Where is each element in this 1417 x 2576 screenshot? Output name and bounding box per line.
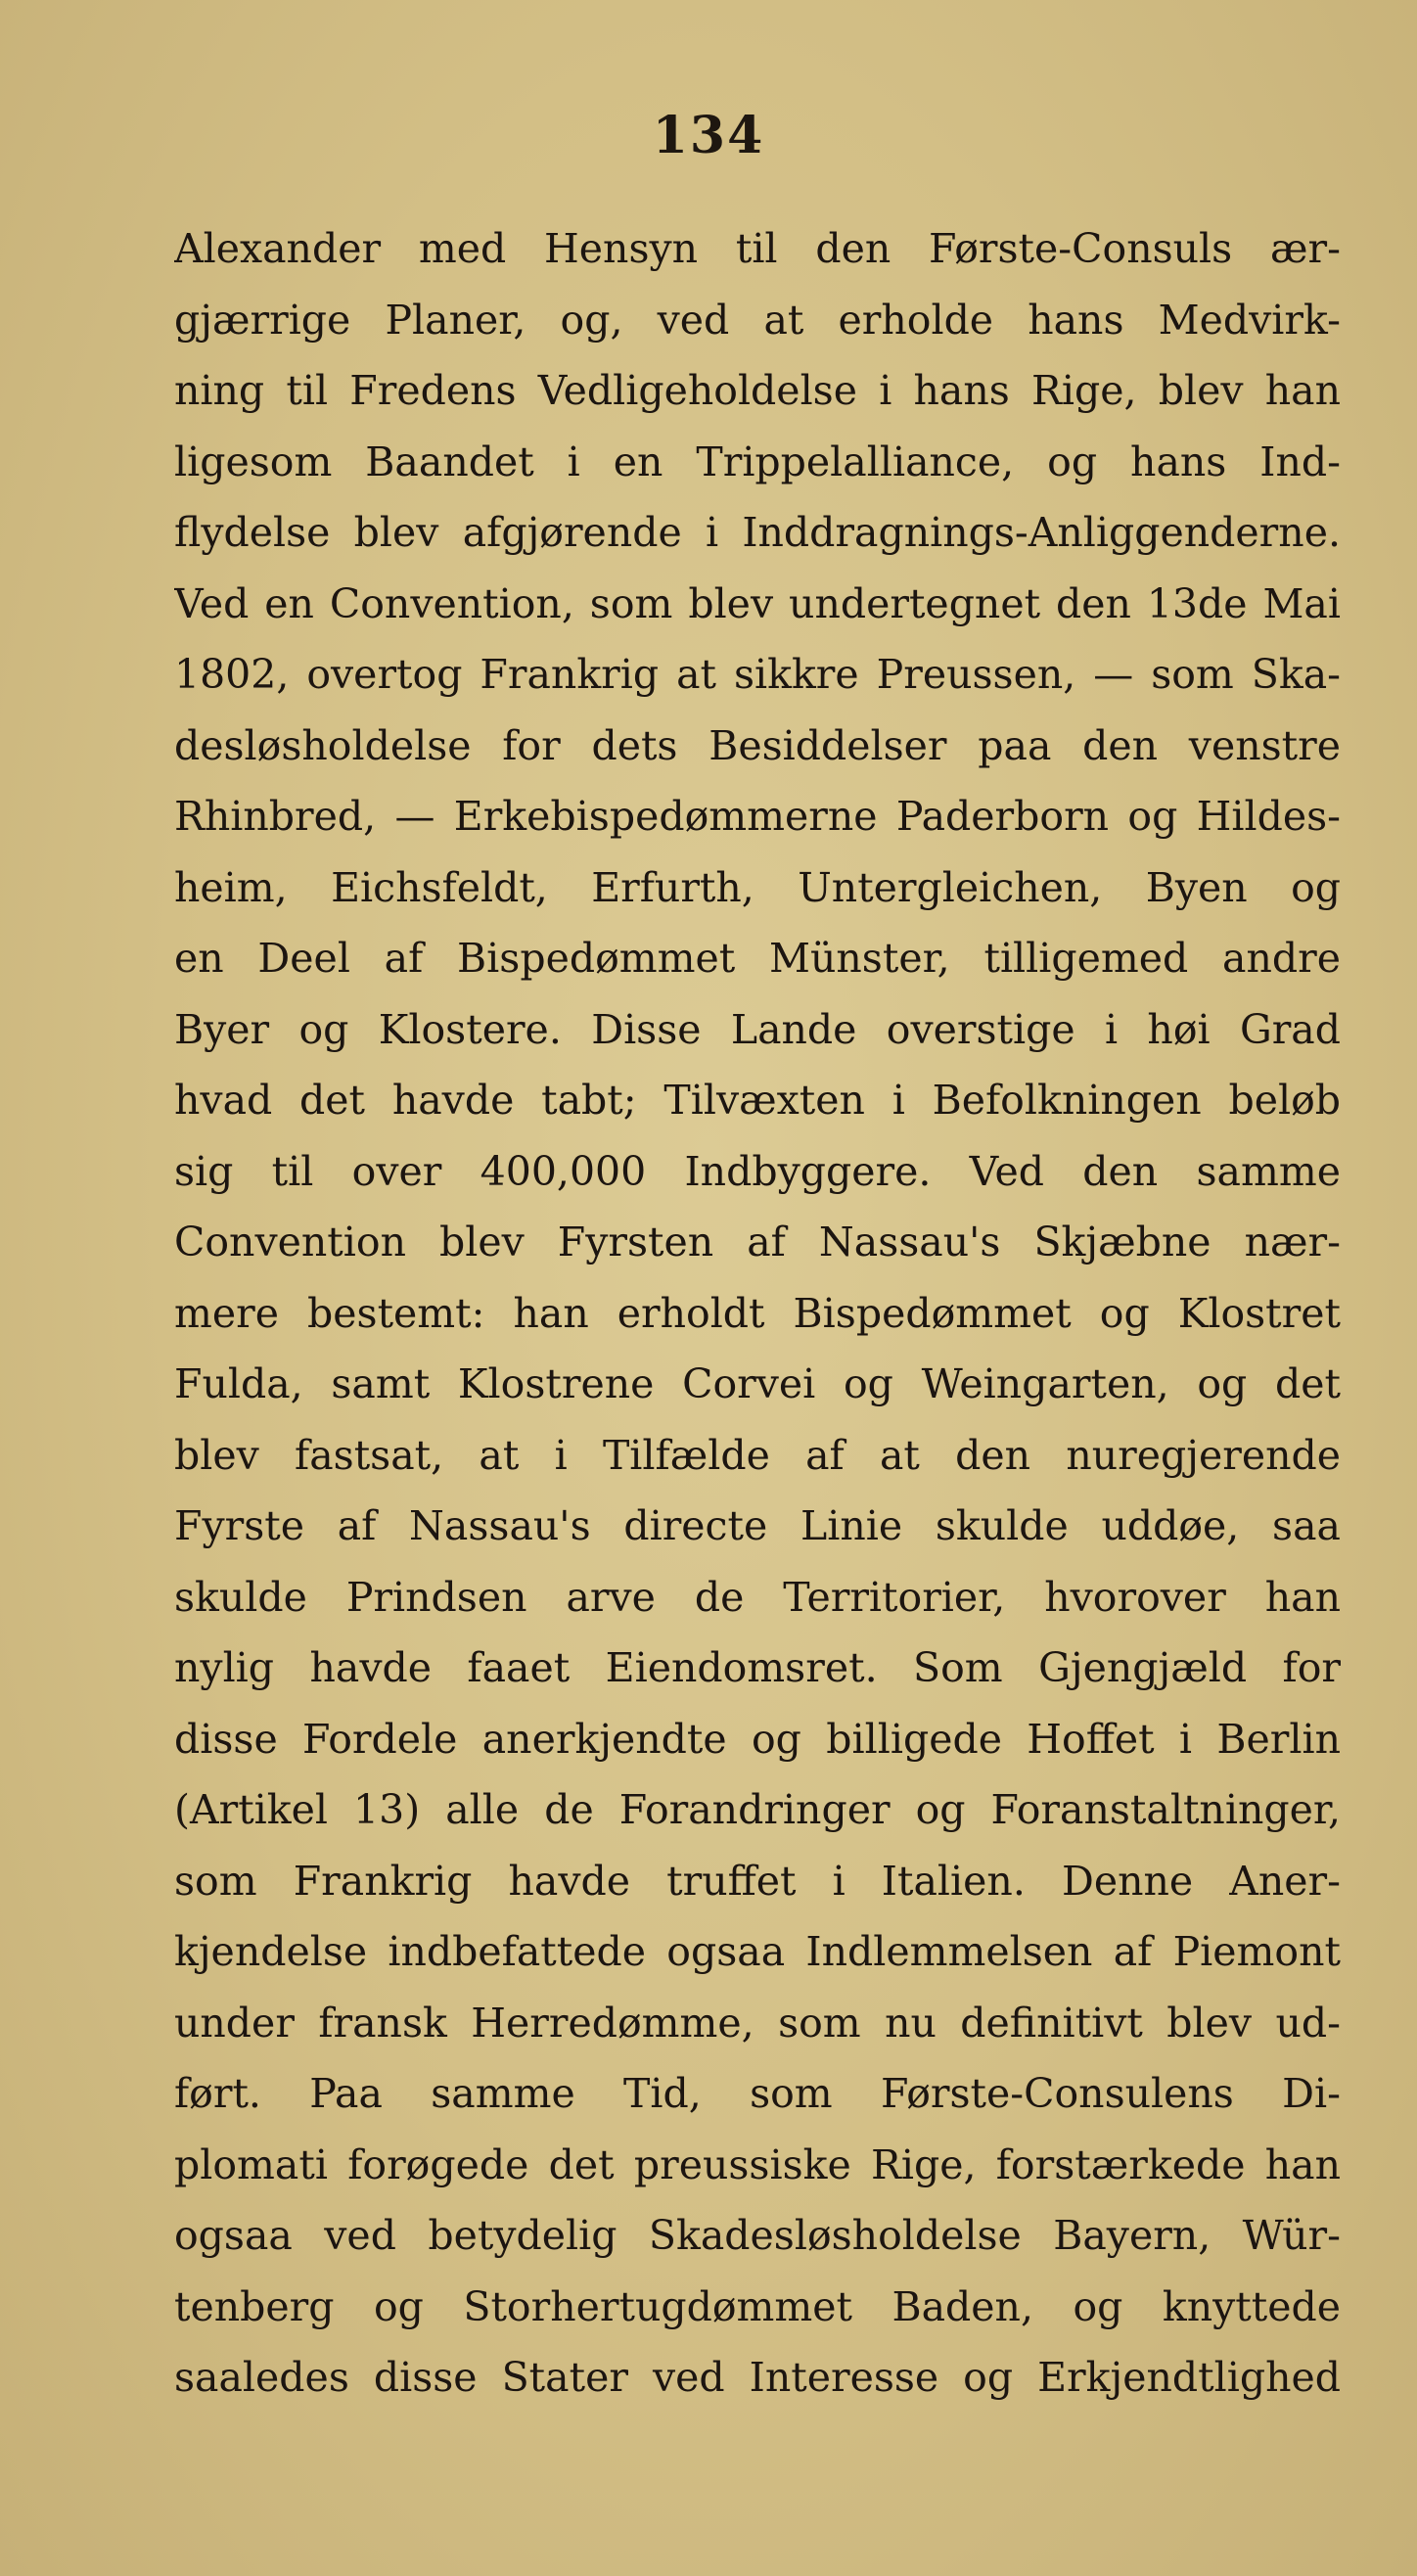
text-line: ogsaa ved betydelig Skadesløsholdelse Bayern, Wür- — [174, 2212, 1341, 2259]
text-line: kjendelse indbefattede ogsaa Indlemmelsen af Piemont — [174, 1928, 1341, 1975]
text-line: skulde Prindsen arve de Territorier, hvorover han — [174, 1573, 1341, 1621]
text-line: ført. Paa samme Tid, som Første-Consulens Di- — [174, 2070, 1341, 2117]
text-line: gjærrige Planer, og, ved at erholde hans Medvirk- — [174, 296, 1341, 344]
text-line: heim, Eichsfeldt, Erfurth, Untergleichen, Byen og — [174, 863, 1341, 911]
text-line: Fulda, samt Klostrene Corvei og Weingarten, og det — [174, 1360, 1341, 1407]
text-line: flydelse blev afgjørende i Inddragnings-Anliggenderne. — [174, 509, 1341, 556]
text-line: hvad det havde tabt; Tilvæxten i Befolkningen beløb — [174, 1077, 1341, 1124]
text-line: mere bestemt: han erholdt Bispedømmet og Klostret — [174, 1289, 1341, 1337]
text-line: saaledes disse Stater ved Interesse og Erkjendtlighed — [174, 2354, 1341, 2401]
text-line: Ved en Convention, som blev undertegnet den 13de Mai — [174, 579, 1341, 627]
text-line: disse Fordele anerkjendte og billigede Hoffet i Berlin — [174, 1715, 1341, 1763]
body-text — [174, 213, 1341, 2414]
text-line: under fransk Herredømme, som nu definitivt blev ud- — [174, 1999, 1341, 2047]
text-line: ning til Fredens Vedligeholdelse i hans Rige, blev han — [174, 367, 1341, 414]
text-line: desløsholdelse for dets Besiddelser paa den venstre — [174, 721, 1341, 769]
page-number: 134 — [652, 106, 765, 165]
text-line: Byer og Klostere. Disse Lande overstige i høi Grad — [174, 1005, 1341, 1053]
text-line: 1802, overtog Frankrig at sikkre Preussen, — som Ska- — [174, 651, 1341, 698]
text-line: Fyrste af Nassau's directe Linie skulde uddøe, saa — [174, 1502, 1341, 1549]
text-line: ligesom Baandet i en Trippelalliance, og hans Ind- — [174, 437, 1341, 485]
text-line: plomati forøgede det preussiske Rige, forstærkede han — [174, 2140, 1341, 2188]
text-line: (Artikel 13) alle de Forandringer og Foranstaltninger, — [174, 1786, 1341, 1833]
text-line: som Frankrig havde truffet i Italien. Denne Aner- — [174, 1857, 1341, 1905]
text-line: tenberg og Storhertugdømmet Baden, og knyttede — [174, 2282, 1341, 2330]
text-line: Rhinbred, — Erkebispedømmerne Paderborn og Hildes- — [174, 793, 1341, 840]
text-line: en Deel af Bispedømmet Münster, tilligemed andre — [174, 935, 1341, 982]
text-line: Convention blev Fyrsten af Nassau's Skjæbne nær- — [174, 1219, 1341, 1265]
text-line: nylig havde faaet Eiendomsret. Som Gjengjæld for — [174, 1644, 1341, 1691]
text-line: Alexander med Hensyn til den Første-Consuls ær- — [174, 225, 1341, 272]
text-line: sig til over 400,000 Indbyggere. Ved den samme — [174, 1147, 1341, 1195]
text-line: blev fastsat, at i Tilfælde af at den nuregjerende — [174, 1431, 1341, 1479]
